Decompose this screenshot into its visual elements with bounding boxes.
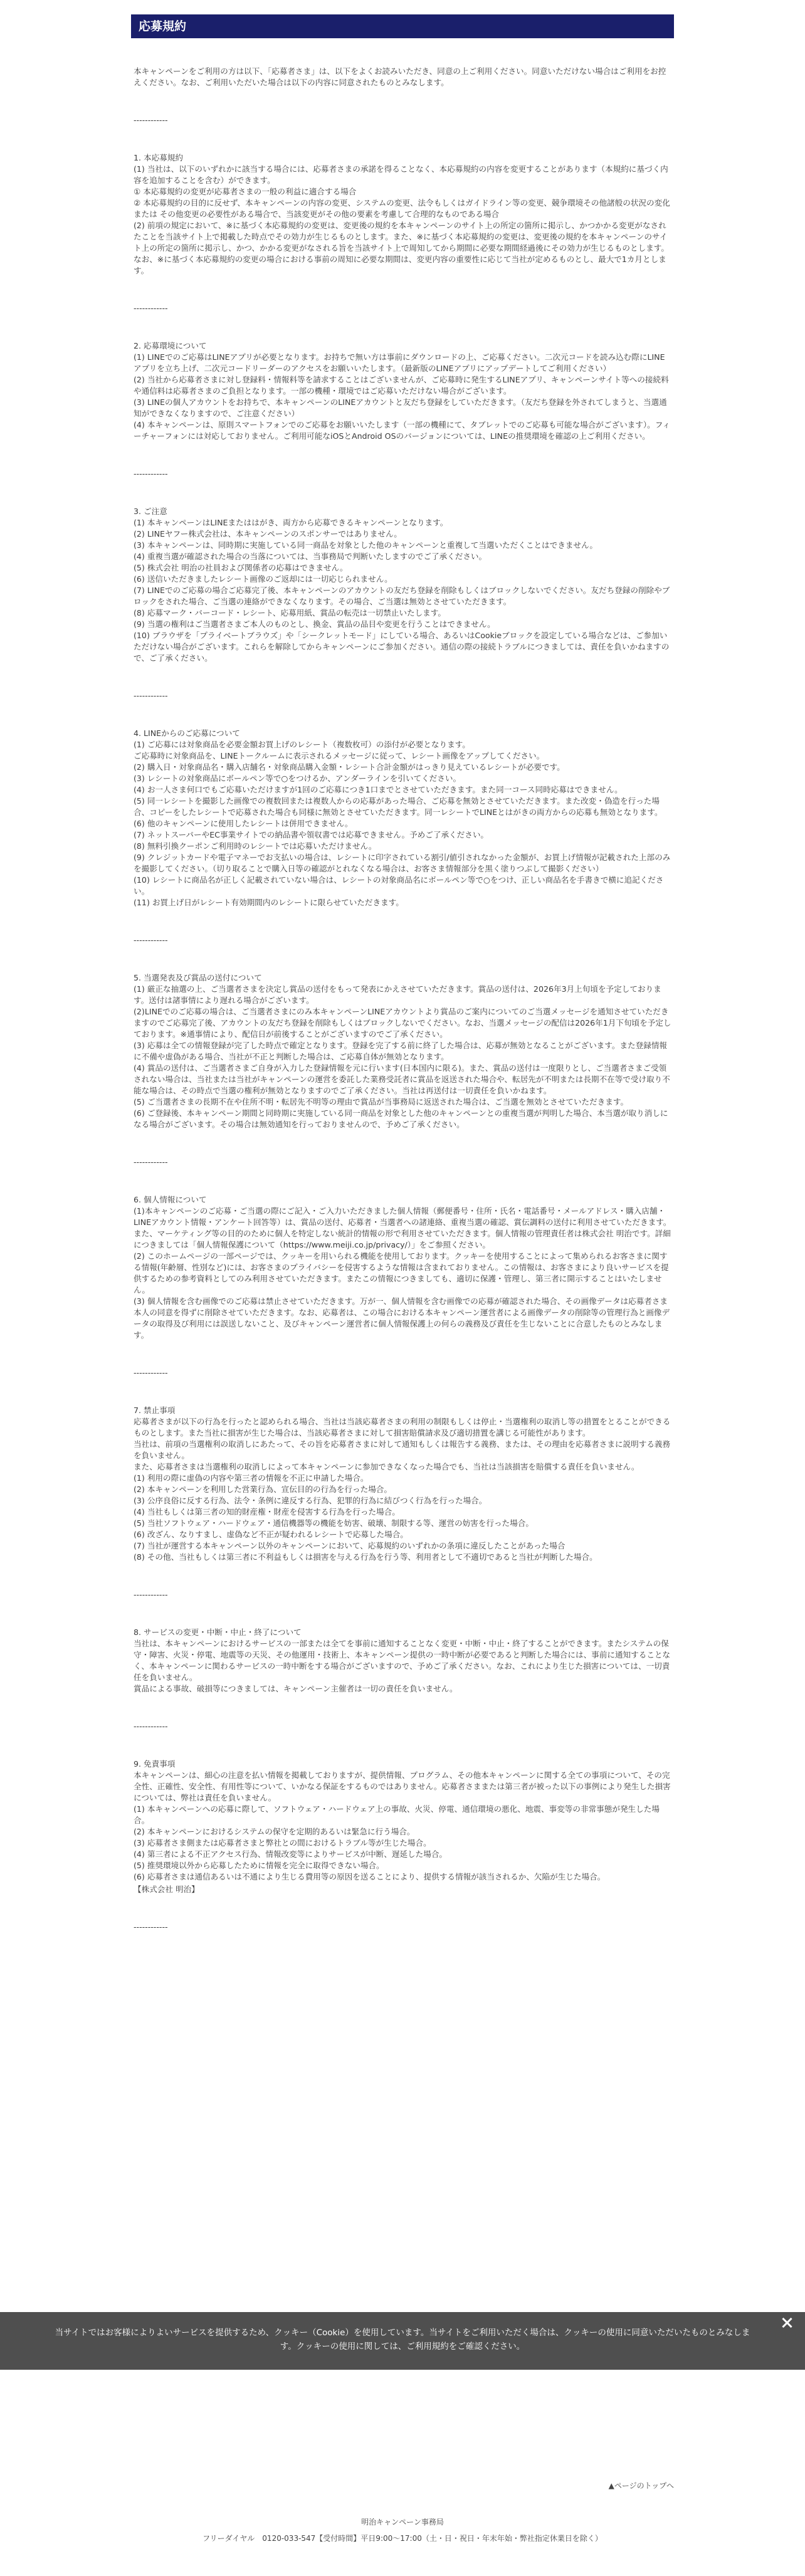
section-heading: 5. 当選発表及び賞品の送付について	[134, 973, 262, 983]
terms-section	[134, 152, 671, 276]
section-heading: 2. 応募環境について	[134, 341, 207, 351]
section-line: (1) 本キャンペーンへの応募に際して、ソフトウェア・ハードウェア上の事故、火災、停電、通信環境の悪化、地震、事変等の非常事態が発生した場合。	[134, 1804, 660, 1826]
section-line: (5) 株式会社 明治の社員および関係者の応募はできません。	[134, 563, 348, 573]
section-line: (4) 賞品の送付は、ご当選者さまご自身が入力した登録情報を元に行います(日本国内に限る)。また、賞品の送付は一度限りとし、ご当選者さまご受領されない場合は、当社または当社がキャンペーンの運営を委託した業務受託者に賞品を返送された場合や、転居先が不明または長期不在等で受け取り不能な場合は、その時点で当選の権利が無効となりますのでご了承ください。当社は再送付は一切責任を負いかねます。	[134, 1063, 670, 1096]
section-line: (3) レシートの対象商品にボールペン等で○をつけるか、アンダーラインを引いてください。	[134, 774, 461, 784]
section-line: (6) 他のキャンペーンに使用したレシートは併用できません。	[134, 819, 353, 829]
section-line: (5) 同一レシートを撮影した画像での複数回または複数人からの応募があった場合、ご応募を無効とさせていただきます。また改変・偽造を行った場合、コピーをしたレシートで応募された場合も同様に無効とさせていただきます。同一レシートでLINEとはがきの両方からの応募も無効となります。	[134, 796, 663, 817]
section-line: (3) 個人情報を含む画像でのご応募は禁止させていただきます。万が一、個人情報を含む画像での応募が確認された場合、その画像データは応募者さま本人の同意を得ずに削除させていただきます。なお、応募者は、この場合における本キャンペーン運営者による画像データの削除等の管理行為と画像データの取得及び利用には誤送しないこと、及びキャンペーン運営者に個人情報保護上の何らの義務及び責任を生じないことに合意したものとみなします。	[134, 1296, 670, 1340]
section-line: (4) 本キャンペーンは、原則スマートフォンでのご応募をお願いいたします（一部の機種にて、タブレットでのご応募も可能な場合がございます）。フィーチャーフォンには対応しておりません。ご利用可能なiOSとAndroid OSのバージョンについては、LINEの推奨環境を確認の上ご利用ください。	[134, 420, 670, 441]
divider: ------------	[134, 1157, 168, 1167]
section-line: (5) ご当選者さまの長期不在や住所不明・転居先不明等の理由で賞品が当事務局に返送された場合は、ご当選を無効とさせていただきます。	[134, 1097, 629, 1107]
terms-section	[134, 1405, 671, 1563]
section-heading: 4. LINEからのご応募について	[134, 728, 240, 739]
page-title: 応募規約	[131, 14, 674, 38]
section-line: (2) 本キャンペーンを利用した営業行為、宣伝目的の行為を行った場合。	[134, 1485, 392, 1495]
divider: ------------	[134, 1722, 168, 1732]
section-line: (6) ご登録後、本キャンペーン期間と同時期に実施している同一商品を対象とした他のキャンペーンとの重複当選が判明した場合、本当選が取り消しになる場合がございます。その場合は無効通知を行っておりませんので、予めご了承ください。	[134, 1108, 668, 1130]
terms-section	[134, 728, 671, 908]
section-line: (1) LINEでのご応募はLINEアプリが必要となります。お持ちで無い方は事前にダウンロードの上、ご応募ください。二次元コードを読み込む際にLINEアプリを立ち上げ、二次元コードリーダーのアクセスをお願いいたします。（最新版のLINEアプリにアップデートしてご利用ください）	[134, 352, 665, 374]
section-heading: 3. ご注意	[134, 507, 167, 517]
section-line: (5) 当社ソフトウェア・ハードウェア・通信機器等の機能を妨害、破壊、制限する等、運営の妨害を行った場合。	[134, 1518, 534, 1528]
section-line: (1) 当社は、以下のいずれかに該当する場合には、応募者さまの承諾を得ることなく、本応募規約の内容を変更することがあります（本規約に基づく内容を追加することを含む）ができます。	[134, 164, 668, 186]
footer-notes	[134, 1884, 671, 1933]
section-line: (7) ネットスーパーやEC事業サイトでの納品書や領収書では応募できません。予めご了承ください。	[134, 830, 489, 840]
section-heading: 7. 禁止事項	[134, 1406, 176, 1416]
section-heading: 1. 本応募規約	[134, 153, 183, 163]
section-line: (3) 応募は全ての情報登録が完了した時点で確定となります。登録を完了する前に終了した場合は、応募が無効となることがございます。また登録情報に不備や虚偽がある場合、当社が不正と判断した場合は、ご応募自体が無効となります。	[134, 1041, 668, 1062]
section-line: (1) 本キャンペーンはLINEまたははがき、両方から応募できるキャンペーンとなります。	[134, 518, 448, 528]
divider: ------------	[134, 935, 168, 945]
section-line: (4) 当社もしくは第三者の知的財産権・財産を侵害する行為を行った場合。	[134, 1507, 400, 1517]
section-line: 当社は、本キャンペーンにおけるサービスの一部または全てを事前に通知することなく変更・中断・中止・終了することができます。またシステムの保守・障害、火災・停電、地震等の天災、その他運用・技術上、本キャンペーン提供の一時中断が必要であると判断した場合には、事前に通知することなく、本キャンペーンに関わるサービスの一時中断をする場合がございますので、予めご了承ください。なお、これにより生じた損害については、一切責任を負いません。	[134, 1639, 671, 1683]
section-line: (8) 応募マーク・バーコード・レシート、応募用紙、賞品の転売は一切禁止いたします。	[134, 608, 446, 618]
section-line: (2) LINEヤフー株式会社は、本キャンペーンのスポンサーではありません。	[134, 529, 402, 539]
section-line: (4) 重複当選が確認された場合の当落については、当事務局で判断いたしますのでご了承ください。	[134, 552, 487, 562]
section-line: (6) 応募者さまは通信あるいは不通により生じる費用等の原因を送ることにより、提供する情報が該当されるか、欠陥が生じた場合。	[134, 1872, 606, 1882]
section-line: また、応募者さまは当選権利の取消しによって本キャンペーンに参加できなくなった場合でも、当社は当該損害を賠償する責任を負いません。	[134, 1462, 639, 1472]
site-footer	[0, 2514, 805, 2547]
office-name: 明治キャンペーン事務局	[361, 2518, 444, 2526]
section-line: 当社は、前項の当選権利の取消しにあたって、その旨を応募者さまに対して通知もしくは報告する義務、または、その理由を応募者さまに説明する義務を負いません。	[134, 1439, 671, 1461]
divider: ------------	[134, 303, 168, 313]
company-name: 【株式会社 明治】	[134, 1885, 199, 1895]
section-line: (7) LINEでのご応募の場合ご応募完了後、本キャンペーンのアカウントの友だち登録を削除もしくはブロックしないでください。友だち登録の削除やブロックをされた場合、ご当選の連絡ができなくなります。その場合、ご当選は無効とさせていただきます。	[134, 586, 670, 607]
section-line: (11) お買上げ日がレシート有効期間内のレシートに限らせていただきます。	[134, 898, 404, 908]
section-line: (4) 第三者による不正アクセス行為、情報改変等によりサービスが中断、遅延した場合。	[134, 1849, 448, 1859]
contact-line: フリーダイヤル 0120-033-547【受付時間】平日9:00〜17:00（土・日・祝日・年末年始・弊社指定休業日を除く）	[203, 2534, 602, 2543]
cookie-banner	[0, 2312, 805, 2370]
divider: ------------	[134, 691, 168, 701]
section-line: (2) 本キャンペーンにおけるシステムの保守を定期的あるいは緊急に行う場合。	[134, 1827, 415, 1837]
section-line: (10) ブラウザを「プライベートブラウズ」や「シークレットモード」にしている場合、あるいはCookieブロックを設定している場合などは、ご参加いただけない場合がございます。これらを解除してからキャンペーンにご参加ください。通信の際の接続トラブルにつきましては、責任を負いかねますので、ご了承ください。	[134, 631, 670, 663]
section-line: (2) 前項の規定において、※に基づく本応募規約の変更は、変更後の規約を本キャンペーンのサイト上の所定の箇所に掲示し、かつかかる変更がなされたことを当該サイト上で掲載した時点でその効力が生じるものとします。また、※に基づく本応募規約の変更は、変更後の規約を本キャンペーンのサイト上の所定の箇所に掲示し、かつ、かかる変更がなされる旨を当該サイト上で周知してから期間に必要な期間経過後にその効力が生じるものとします。なお、※に基づく本応募規約の変更の場合における事前の周知に必要な期間は、変更内容の重要性に応じて当社が定めるものとし、最大で1カ月とします。	[134, 221, 669, 276]
section-line: 賞品による事故、破損等につきましては、キャンペーン主催者は一切の責任を負いません。	[134, 1684, 458, 1694]
divider: ------------	[134, 1922, 168, 1932]
divider: ------------	[134, 469, 168, 479]
section-heading: 9. 免責事項	[134, 1759, 176, 1769]
section-line: (8) 無料引換クーポンご利用時のレシートでは応募いただけません。	[134, 841, 377, 851]
section-line: ① 本応募規約の変更が応募者さまの一般の利益に適合する場合	[134, 187, 357, 197]
section-line: (6) 送信いただきましたレシート画像のご返却には一切応じられません。	[134, 574, 392, 584]
section-line: (3) 本キャンペーンは、同時期に実施している同一商品を対象とした他のキャンペーンと重複して当選いただくことはできません。	[134, 540, 597, 550]
section-heading: 8. サービスの変更・中断・中止・終了について	[134, 1627, 302, 1638]
section-line: (2) 購入日・対象商品名・購入店舗名・対象商品購入金額・レシート合計金額がはっきり見えているレシートが必要です。	[134, 762, 565, 772]
terms-section	[134, 506, 671, 664]
terms-body	[131, 46, 674, 1933]
close-icon[interactable]	[780, 2316, 794, 2330]
section-line: (3) LINEの個人アカウントをお持ちで、本キャンペーンのLINEアカウントと友だち登録をしていただきます。（友だち登録を外されてしまうと、当選通知ができなくなりますので、ご注意ください）	[134, 397, 667, 419]
section-line: (5) 推奨環境以外から応募したために情報を完全に取得できない場合。	[134, 1861, 384, 1871]
section-line: 応募者さまが以下の行為を行ったと認められる場合、当社は当該応募者さまの利用の制限もしくは停止・当選権利の取消し等の措置をとることができるものとします。また当社に損害が生じた場合は、当該応募者さまに対して損害賠償請求及び適切措置を講じる可能性があります。	[134, 1417, 671, 1438]
section-line: 本キャンペーンは、細心の注意を払い情報を掲載しておりますが、提供情報、プログラム、その他本キャンペーンに関する全ての事項について、その完全性、正確性、安全性、有用性等について、いかなる保証をするものではありません。応募者さままたは第三者が被った以下の事例により発生した損害については、弊社は責任を負いません。	[134, 1770, 671, 1803]
terms-section	[134, 1759, 671, 1883]
cookie-text: 当サイトではお客様によりよいサービスを提供するため、クッキー（Cookie）を使用しています。当サイトをご利用いただく場合は、クッキーの使用に同意いただいたものとみなします。クッキーの使用に関しては、ご利用規約をご確認ください。	[55, 2328, 750, 2352]
terms-sections	[134, 115, 671, 1883]
page-top-bar	[0, 2480, 805, 2491]
terms-section	[134, 340, 671, 442]
terms-section	[134, 1194, 671, 1341]
section-line: (3) 公序良俗に反する行為、法令・条例に違反する行為、犯罪的行為に結びつく行為を行った場合。	[134, 1496, 487, 1506]
page-top-link[interactable]: ▲ページのトップへ	[608, 2481, 674, 2490]
section-line: (9) クレジットカードや電子マネーでお支払いの場合は、レシートに印字されている割引/値引されなかった金額が、お買上げ情報が記載された上部のみを撮影してください。（切り取ることで購入日等の確認がとれなくなる場合は、お客さま情報部分を黒く塗りつぶして撮影ください）	[134, 853, 671, 874]
section-line: (6) 改ざん、なりすまし、虚偽など不正が疑われるレシートで応募した場合。	[134, 1530, 408, 1540]
section-line: (2) このホームページの一部ページでは、クッキーを用いられる機能を使用しております。クッキーを使用することによって集められるお客さまに関する情報(年齢層、性別など)には、お客さまのプライバシーを侵害するような情報は含まれておりません。この情報は、お客さまにより良いサービスを提供するための参考資料としてのみ利用させていただきます。またこの情報につきましても、適切に保護・管理し、第三者に開示することはいたしません。	[134, 1251, 669, 1295]
section-line: (1) 厳正な抽選の上、ご当選者さまを決定し賞品の送付をもって発表にかえさせていただきます。賞品の送付は、2026年3月上旬頃を予定しております。送付は諸事情により遅れる場合がございます。	[134, 984, 661, 1006]
section-line: (1) ご応募には対象商品を必要金額お買上げのレシート（複数枚可）の添付が必要となります。	[134, 740, 470, 750]
section-heading: 6. 個人情報について	[134, 1195, 207, 1205]
section-line: (4) お一人さま何口でもご応募いただけますが1回のご応募につき1口までとさせていただきます。また同一コース同時応募はできません。	[134, 785, 623, 795]
section-line: (8) その他、当社もしくは第三者に不利益もしくは損害を与える行為を行う等、利用者として不適切であると当社が判断した場合。	[134, 1552, 597, 1562]
section-line: (9) 当選の権利はご当選者さまご本人のものとし、換金、賞品の品目や変更を行うことはできません。	[134, 619, 495, 629]
section-line: (10) レシートに商品名が正しく記載されていない場合は、レシートの対象商品名にボールペン等で○をつけ、正しい商品名を手書きで横に追記ください。	[134, 875, 664, 896]
section-line: (1) 利用の際に虚偽の内容や第三者の情報を不正に申請した場合。	[134, 1473, 369, 1483]
terms-section	[134, 972, 671, 1130]
main-container	[131, 0, 674, 1933]
divider: ------------	[134, 115, 168, 125]
divider: ------------	[134, 1590, 168, 1600]
terms-section	[134, 1627, 671, 1695]
section-line: ② 本応募規約の目的に反せず、本キャンペーンの内容の変更、システムの変更、法令もしくはガイドライン等の変更、競争環境その他諸般の状況の変化または その他変更の必要性がある場合で、当該変更がその他の要素を考慮して合理的なものである場合	[134, 198, 670, 219]
divider: ------------	[134, 1368, 168, 1378]
section-line: (7) 当社が運営する本キャンペーン以外のキャンペーンにおいて、応募規約のいずれかの条項に違反したことがあった場合	[134, 1541, 566, 1551]
section-line: (2) 当社から応募者さまに対し登録料・情報料等を請求することはございませんが、ご応募時に発生するLINEアプリ、キャンペーンサイト等への接続料や通信料は応募者さまのご負担となります。一部の機種・環境ではご応募いただけない場合がございます。	[134, 375, 669, 396]
section-line: (2)LINEでのご応募の場合は、ご当選者さまにのみ本キャンペーンLINEアカウントより賞品のご案内についてのご当選メッセージを通知させていただきますのでご応募完了後、アカウントの友だち登録を削除もしくはブロックしないでください。なお、当選メッセージの配信は2026年1月下旬頃を予定しております。※通事情により、配信日が前後することがございますのでご了承ください。	[134, 1007, 671, 1039]
section-line: (1)本キャンペーンのご応募・ご当選の際にご記入・ご入力いただきました個人情報（郵便番号・住所・氏名・電話番号・メールアドレス・購入店舗・LINEアカウント情報・アンケート回答等）は、賞品の送付、応募者・当選者への諸連絡、重複当選の確認、賞伝調料の送付に利用させていただきます。また、マーケティング等の目的のために個人を特定しない統計的情報の形で利用させていただきます。個人情報の管理責任者は株式会社 明治です。詳細につきましては「個人情報保護について（https://www.meiji.co.jp/privacy/）」をご参照ください。	[134, 1206, 671, 1250]
section-line: (3) 応募者さま側または応募者さまと弊社との間におけるトラブル等が生じた場合。	[134, 1838, 431, 1848]
section-line: ご応募時に対象商品を、LINEトークルームに表示されるメッセージに従って、レシート画像をアップしてください。	[134, 751, 545, 761]
intro-paragraph: 本キャンペーンをご利用の方は以下、「応募者さま」は、以下をよくお読みいただき、同意の上ご利用ください。同意いただけない場合はご利用をお控えください。なお、ご利用いただいた場合は以下の内容に同意されたものとみなします。	[134, 66, 666, 88]
